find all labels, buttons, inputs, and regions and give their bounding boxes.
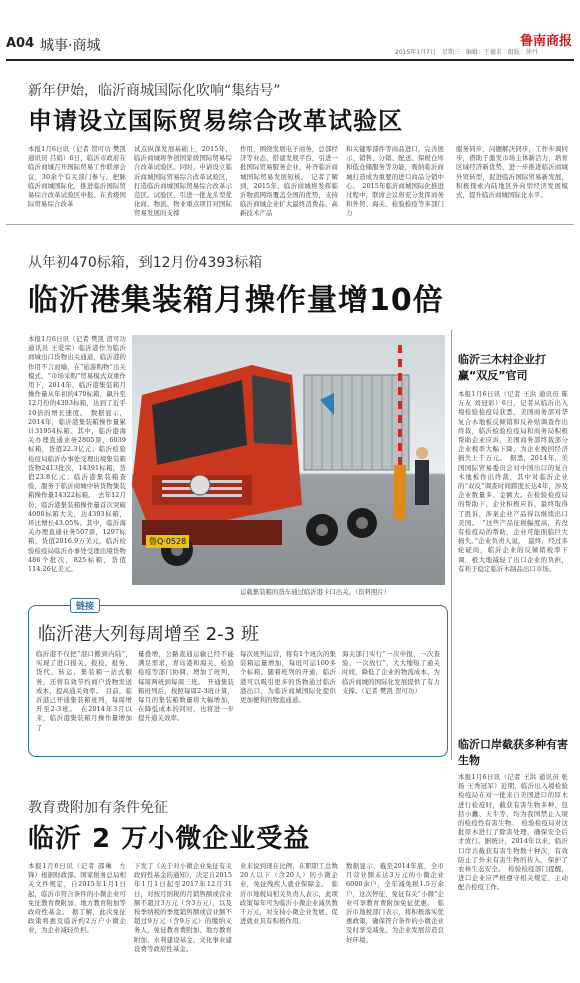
side2-headline: 临沂口岸截获多种有害生物 — [458, 738, 568, 767]
story1-col-1: 本报1月6日讯（记者 贺可功 樊凯 通讯员 吕娟）6日，临沂市政府在临沂商城召开国际贸易工作联席会议，30余个有关部门参与，把脉临沂商城国际化，推进临沂国际贸易综合改革试验区申报。在省级国际贸易综合改革 — [28, 145, 126, 209]
section-title: 城事·商城 — [40, 38, 101, 54]
header-meta: 2015年1月7日 星期三 编辑：王德求 组版：徐丹 — [395, 49, 538, 56]
story3-col-2: 下发了《关于对小微企业免征有关政府性基金的通知》，决定自2015年1月1日起至2017年12月31日，对按月纳税的月销售额或营业额不超过3万元（含3万元），以及按季纳税的季度销售额或营业额不超过9万元（含9万元）的缴纳义务人，免征教育费附加、地方教育附加、水利建设基金、文化事业建设费等政府性基金。 — [134, 862, 232, 953]
link-headline: 临沂港大列每周增至 2-3 班 — [38, 624, 259, 645]
side-divider — [451, 330, 452, 760]
side1-text: 本报1月6日讯（记者 王洪 通讯员 陈万友 刘冠彩）6日，记者从临沂出入境检验检疫局获悉，美国商务部对华复合木地板反倾销和反补贴调查作出终裁，临沂检验检疫局和商务局积极帮助企业应诉，美国商务部终裁部分企业税率大幅下降，为企业挽回经济损失上千万元。 据悉，2014年，美国国际贸易委员会对中国出口的复合木地板作出终裁，其中对临沂企业的“双反”调查时间跨度长达4年，涉及企业数量多、金额大。在检验检疫局的帮助下，企业积极应诉，最终取得了胜诉，涉案企业产品得以继续出口美国。 “这些产品征税幅度高，若没有检疫局的帮助，企业可能面临巨大损失。”企业负责人说。 最终，经过多轮磋商，临沂企业的反倾销税率下调，极大地减轻了出口企业的负担，有利于稳定临沂木制品出口市场。 — [458, 390, 568, 573]
story1-headline: 申请设立国际贸易综合改革试验区 — [28, 107, 403, 135]
story1-col-4: 和关键零部件等商品进口，完善展示、销售、分销、配送、保税仓库和低仓储服务等功能，吸纳临沂商城打造成为重要的进口商品分销中心。 2015年临沂商城国际化推进过程中，联席会议将充分发挥商务和外贸、海关、检验检疫等多部门力 — [346, 145, 444, 217]
link-label: 链接 — [70, 598, 100, 613]
story1-kicker: 新年伊始，临沂商城国际化吹响“集结号” — [28, 83, 281, 99]
story1-col-5: 服务同步，问题解决同步，工作步调同步，借助于激发市场主体新活力，培育区域经济新优势，进一步推进临沂商城外贸转型，促进临沂国际贸易新发展，积极探索内陆地区外向型经济发展模式，提升临沂商城国际化水平。 — [456, 145, 568, 200]
story3-kicker: 教育费附加有条件免征 — [28, 800, 168, 816]
story1-col-3: 作用，围绕发展电子商务，总部经济等业态，搭建发展平台，引进一批国际贸易服务企业，补齐临沂商城国际贸易发展短板。 记者了解到，2015年，临沂商城将发挥临沂物流网络覆盖全国的优势，支持临沂商城企业扩大最终消费品、高新技术产品 — [240, 145, 338, 217]
header-rule — [6, 59, 574, 61]
side2-text: 本报1月6日讯（记者 王洪 通讯员 张扬 王秀冠军）近期，临沂出入境检验检疫局在对一批来自美国进口的原木进行检疫时，截获有害生物多种，包括小蠹、天牛等，均为我国禁止入境的检疫性有害生物。 检验检疫局对这批原木进行了除害处理，确保安全后才放行。据统计，2014年以来，临沂口岸共截获有害生物数十种次，有效防止了外来有害生物的传入，保护了农林生态安全。 检验检疫部门提醒，进口企业应严格遵守相关规定，主动配合检疫工作。 — [458, 773, 568, 892]
truck-photo — [132, 335, 445, 585]
story3-col-1: 本报1月6日讯（记者 邵琳 左锋）根据财政部、国家税务总局相关文件规定，自2015年1月1日起，临沂市符合条件的小微企业可免征教育费附加、地方教育附加等政府性基金。 据了解，此次免征政策将惠及临沂约2万户小微企业，为企业减轻负担。 — [28, 862, 126, 935]
divider — [6, 224, 574, 225]
side1-headline: 临沂三木村企业打赢“双反”官司 — [458, 353, 546, 382]
page-number: A04 — [6, 36, 35, 51]
license-plate: 鲁Q·0528 — [146, 535, 189, 548]
story3-headline: 临沂 2 万小微企业受益 — [28, 824, 311, 854]
link-col-1: 临沂港不仅把“港口搬到内陆”，实现了进口报关、报检、报务、货代、转运、集装箱一站式服务，还将有效节约商户货物发送成本，提高通关效率。 目前，临沂港已开通集装箱班列，每周增开至2-3班。 在2014年3月以来，临沂港集装箱月操作量增加了 — [36, 650, 132, 732]
story3-col-4: 数据显示，截至2014年底，全市月营业额未达3万元的小微企业6000余户，全年减免税1.5万余户，这次停征、免征有关“小微”企业可享教育费附加免征优惠。 临沂市地税部门表示，将积极落实优惠政策，确保符合条件的小微企业及时享受减免，为企业发展营造良好环境。 — [346, 862, 444, 944]
story3-col-3: 业来说到现在比例，在职职工总数20人以下（含20人）的小微企业，免征残疾人就业保障金。 临沂市地税局相关负责人表示，此项政策每年可为临沂小微企业减负数千万元，对支持小微企业发展、促进就业具有积极作用。 — [240, 862, 338, 926]
newspaper-logo: 鲁南商报 — [520, 34, 573, 49]
link-col-3: 每次班列运营，将有1个班次的集装箱运量增加，每班可运100多个标箱。随着班列的开通，临沂港可以吸引更多的货物通过临沂港出口，为临沂商城国际化提供更加便利的物流通道。 — [240, 650, 336, 705]
story1-col-2: 试点纵深发展基础上，2015年，临沂商城将争创国家级国际贸易综合改革试验区。同时，申请设立临沂商城国际贸易综合改革试验区，打造临沂商城国际贸易综合改革示范区。试验区，引进一批龙头型优化商、物流、物业重点项目对国际贸易发展的支撑 — [134, 145, 232, 217]
link-col-2: 量叠增，公路直通运输已经不能满足需求，青岛港和海关、检验检疫等部门协调，增加了班列，每周两班到每周三班。 开通集装箱班列后，按照每周2-3班计算，每月的集装箱数量将大幅增加，在降低成本的同时，也将进一步提升通关效率。 — [138, 650, 234, 723]
story2-col: 本报1月6日讯（记者 樊凯 贺可功 通讯员 王爱荣）临沂港作为临沂商城出口货物出关通道，临沂港的作用不言而喻，在“旅游购物”出关模式、“市场采购”贸易模式双重作用下，2014年，临沂港集装箱月操作量从年初的470标箱，飙升至12月份的4393标箱，达到了近乎10倍的增长速度。 数据显示，2014年，临沂港集装箱操作量累计31954标箱。其中，临沂港海关办理直通业务2805票，6039标箱，货值22.3亿元；临沂检验检疫局临沂办事处受理出境集装箱货物2413批次，14391标箱，货值23.8亿元；临沂港集装箱查验，服务于临沂商城中转货物集装箱操作量14322标箱。 去年12月份，临沂港集装箱操作量首次突破4000标箱大关，达4393标箱，环比增长43.05%。其中，临沂海关办理直通业务507票，1297标箱，货值2016.9万美元，临沂检验检疫局临沂办事处受理出境货物486个批次，825标箱，货值114.26亿美元。 — [28, 335, 126, 574]
photo-caption: 运载集装箱的货车通过临沂港卡口出关。（资料照片） — [240, 588, 391, 596]
story2-headline: 临沂港集装箱月操作量增10倍 — [28, 283, 444, 318]
story2-kicker: 从年初470标箱，到12月份4393标箱 — [28, 255, 263, 271]
link-col-4: 海关部门实行“一次申报、一次查验、一次放行”，大大缩短了通关时间，降低了企业的物流成本，为临沂商城的国际化发展提供了有力支撑。（记者 樊凯 贺可功） — [342, 650, 440, 695]
